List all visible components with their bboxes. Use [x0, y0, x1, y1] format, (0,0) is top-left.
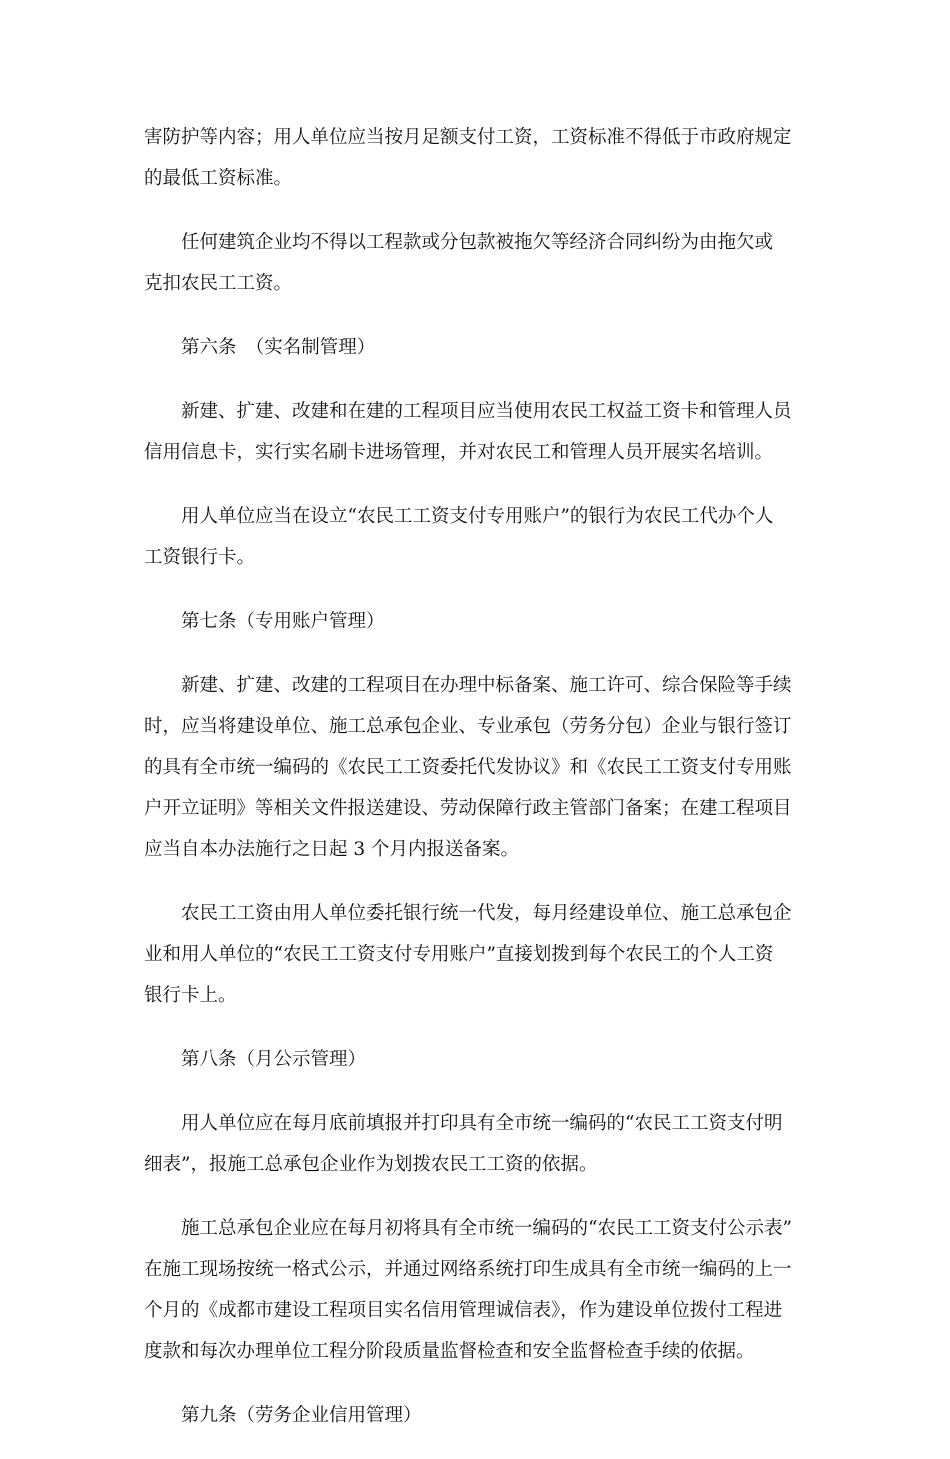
article-9-heading [144, 1395, 814, 1436]
text-line: 工资银行卡。 [144, 547, 256, 568]
text-line: 时，应当将建设单位、施工总承包企业、专业承包（劳务分包）企业与银行签订 [144, 716, 792, 737]
paragraph-payment-detail [144, 1103, 814, 1185]
text-line: 在施工现场按统一格式公示，并通过网络系统打印生成具有全市统一编码的上一 [144, 1259, 792, 1280]
article-7-heading [144, 601, 814, 642]
text-line: 细表”，报施工总承包企业作为划拨农民工工资的依据。 [144, 1154, 598, 1175]
text-line: 的具有全市统一编码的《农民工工资委托代发协议》和《农民工工资支付专用账 [144, 757, 792, 778]
text-line: 新建、扩建、改建和在建的工程项目应当使用农民工权益工资卡和管理人员 [181, 401, 792, 422]
article-heading-text: 第九条（劳务企业信用管理） [181, 1405, 422, 1426]
article-heading-text: 第六条 （实名制管理） [181, 337, 376, 358]
text-line: 个月的《成都市建设工程项目实名信用管理诚信表》，作为建设单位拨付工程进 [144, 1300, 783, 1321]
text-line: 害防护等内容；用人单位应当按月足额支付工资，工资标准不得低于市政府规定 [144, 127, 792, 148]
text-line: 度款和每次办理单位工程分阶段质量监督检查和安全监督检查手续的依据。 [144, 1341, 755, 1362]
article-heading-text: 第七条（专用账户管理） [181, 611, 385, 632]
article-heading-text: 第八条（月公示管理） [181, 1049, 367, 1070]
text-line: 用人单位应在每月底前填报并打印具有全市统一编码的“农民工工资支付明 [181, 1113, 783, 1134]
article-6-heading [144, 327, 814, 368]
text-line: 克扣农民工工资。 [144, 273, 293, 294]
paragraph-public-notice [144, 1208, 814, 1372]
paragraph-wage-standard [144, 117, 814, 199]
document-body [144, 117, 814, 1459]
text-line: 施工总承包企业应在每月初将具有全市统一编码的“农民工工资支付公示表” [181, 1218, 792, 1239]
paragraph-account-filing [144, 665, 814, 870]
text-line: 新建、扩建、改建的工程项目在办理中标备案、施工许可、综合保险等手续 [181, 675, 792, 696]
text-line: 用人单位应当在设立“农民工工资支付专用账户”的银行为农民工代办个人 [181, 506, 774, 527]
text-line: 的最低工资标准。 [144, 168, 293, 189]
text-line: 业和用人单位的“农民工工资支付专用账户”直接划拨到每个农民工的个人工资 [144, 944, 774, 965]
text-line: 应当自本办法施行之日起 3 个月内报送备案。 [144, 839, 520, 860]
text-line: 农民工工资由用人单位委托银行统一代发，每月经建设单位、施工总承包企 [181, 903, 792, 924]
article-8-heading [144, 1039, 814, 1080]
paragraph-bank-payment [144, 893, 814, 1016]
paragraph-no-arrears [144, 222, 814, 304]
text-line: 任何建筑企业均不得以工程款或分包款被拖欠等经济合同纠纷为由拖欠或 [181, 232, 774, 253]
text-line: 户开立证明》等相关文件报送建设、劳动保障行政主管部门备案；在建工程项目 [144, 798, 792, 819]
paragraph-real-name-card [144, 391, 814, 473]
text-line: 信用信息卡，实行实名刷卡进场管理，并对农民工和管理人员开展实名培训。 [144, 442, 774, 463]
paragraph-bank-card [144, 496, 814, 578]
text-line: 银行卡上。 [144, 985, 237, 1006]
